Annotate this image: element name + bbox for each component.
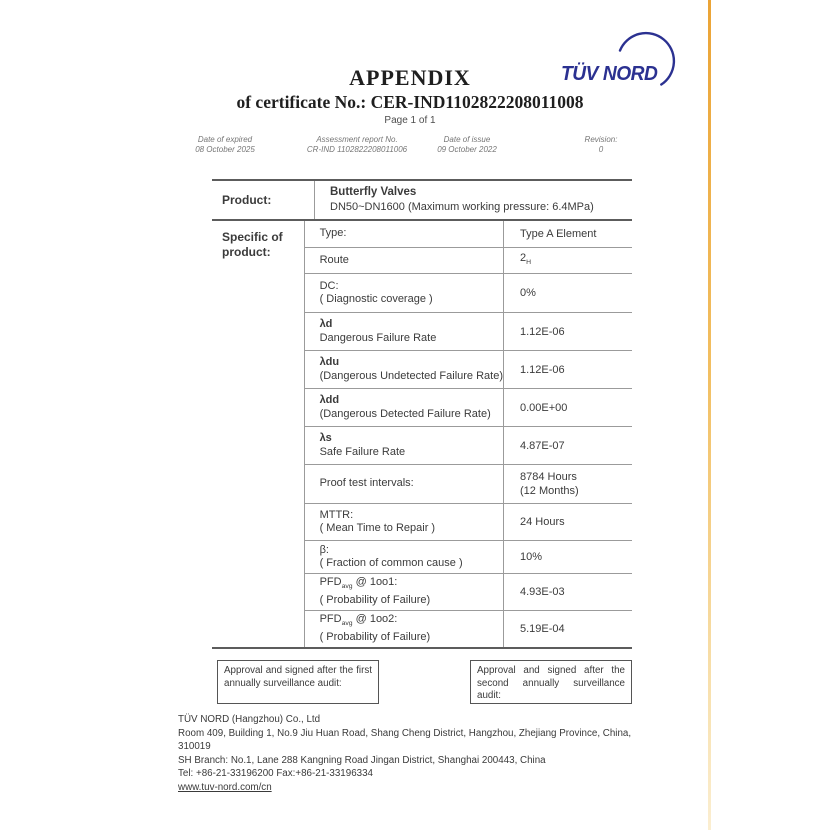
meta-label: Date of issue (443, 135, 491, 144)
page-number: Page 1 of 1 (384, 115, 436, 126)
meta-label: Revision: (584, 135, 618, 144)
spec-row (305, 465, 632, 504)
row-description: ( Probability of Failure) (319, 594, 431, 607)
row-value-cell (503, 427, 632, 464)
meta-value: 0 (598, 145, 604, 154)
row-description: ( Diagnostic coverage ) (319, 293, 433, 305)
certificate-table (212, 179, 632, 649)
row-value-cell (503, 504, 632, 540)
approval-box-second: Approval and signed after the second annually surveillance audit: (470, 660, 632, 704)
meta-value: 09 October 2022 (437, 145, 497, 154)
row-value: 1.12E-06 (520, 363, 565, 376)
row-value: 8784 Hours (520, 471, 577, 483)
row-label-cell (305, 574, 503, 610)
logo-text: TÜV NORD (561, 63, 658, 85)
spec-row (305, 274, 632, 313)
spec-rows (305, 221, 632, 647)
row-value: 10% (520, 551, 543, 563)
spec-row (305, 389, 632, 427)
spec-row (305, 351, 632, 389)
product-description: DN50~DN1600 (Maximum working pressure: 6.4MPa) (330, 201, 594, 213)
row-description: ( Mean Time to Repair ) (319, 522, 436, 534)
row-value-cell (503, 574, 632, 610)
row-label-cell (305, 274, 503, 312)
row-value: 4.93E-03 (520, 586, 565, 598)
row-label-cell (305, 313, 503, 350)
row-label: $PFD_{avg}$ @ 1oo2: (319, 613, 398, 628)
row-label: Route (319, 253, 349, 266)
meta-label: Assessment report No. (316, 135, 398, 144)
row-value-cell (503, 389, 632, 426)
product-info (315, 181, 632, 219)
footer-address-2: SH Branch: No.1, Lane 288 Kangning Road Jingan District, Shanghai 200443, China (178, 754, 546, 766)
meta-label: Date of expired (197, 135, 253, 144)
row-description: (Dangerous Undetected Failure Rate) (319, 369, 503, 382)
row-label-cell (305, 351, 503, 388)
row-label-cell (305, 221, 503, 247)
title-block (170, 66, 650, 126)
scan-fold-line (708, 0, 711, 830)
meta-value: 08 October 2025 (195, 145, 255, 154)
row-description: Dangerous Failure Rate (319, 331, 437, 344)
spec-row (305, 611, 632, 647)
row-label: $PFD_{avg}$ @ 1oo1: (319, 576, 398, 591)
row-value-line2: (12 Months) (520, 485, 579, 497)
spec-row (305, 427, 632, 465)
approval-box-first: Approval and signed after the first annually surveillance audit: (217, 660, 379, 704)
row-description: ( Fraction of common cause ) (319, 557, 463, 569)
row-value: 0% (520, 287, 536, 299)
row-value: $2_H$ (520, 251, 532, 267)
meta-date-expired (175, 135, 275, 155)
certificate-number-title: of certificate No.: CER-IND1102822208011008 (236, 92, 584, 112)
meta-date-issue (417, 135, 517, 155)
spec-row (305, 541, 632, 574)
footer-website-link[interactable]: www.tuv-nord.com/cn (178, 781, 272, 793)
row-value: 1.12E-06 (520, 325, 565, 338)
meta-assessment-report (287, 135, 427, 155)
spec-row (305, 248, 632, 274)
meta-value: CR-IND 1102822208011006 (306, 145, 408, 154)
product-row (212, 181, 632, 221)
row-label: λdu (319, 356, 340, 368)
footer-company: TÜV NORD (Hangzhou) Co., Ltd (178, 714, 321, 725)
row-label: β: (319, 543, 329, 556)
row-label-cell (305, 389, 503, 426)
spec-row (305, 574, 632, 611)
row-label: λdd (319, 394, 340, 406)
row-label-cell (305, 465, 503, 503)
row-value-cell (503, 351, 632, 388)
row-value-cell (503, 221, 632, 247)
row-value-cell (503, 313, 632, 350)
spec-row (305, 221, 632, 248)
row-label-cell (305, 248, 503, 273)
row-label: Proof test intervals: (319, 477, 414, 490)
row-label-cell (305, 541, 503, 573)
row-value: 5.19E-04 (520, 623, 565, 635)
row-value-cell (503, 248, 632, 273)
row-description: ( Probability of Failure) (319, 631, 431, 644)
row-label-cell (305, 504, 503, 540)
spec-row (305, 504, 632, 541)
row-value: 0.00E+00 (520, 401, 568, 414)
row-label: Type: (319, 227, 347, 240)
spec-row (305, 313, 632, 351)
row-value-cell (503, 465, 632, 503)
row-label-cell (305, 427, 503, 464)
appendix-title: APPENDIX (349, 65, 471, 90)
row-value-cell (503, 611, 632, 647)
row-value-cell (503, 274, 632, 312)
row-label: λs (319, 432, 332, 444)
row-value: Type A Element (520, 228, 597, 240)
row-value-cell (503, 541, 632, 573)
row-label-cell (305, 611, 503, 647)
row-label: MTTR: (319, 508, 354, 521)
row-description: (Dangerous Detected Failure Rate) (319, 407, 491, 420)
product-header-cell: Product: (212, 181, 315, 219)
row-label: λd (319, 318, 333, 330)
row-value: 24 Hours (520, 516, 565, 528)
footer-address-1: Room 409, Building 1, No.9 Jiu Huan Road, Shang Cheng District, Hangzhou, Zhejiang Province, China, 310019 (178, 727, 632, 752)
specific-header-cell: Specific of product: (212, 221, 305, 647)
footer-tel-fax: Tel: +86-21-33196200 Fax:+86-21-33196334 (178, 768, 373, 779)
row-value: 4.87E-07 (520, 439, 565, 452)
product-name: Butterfly Valves (330, 186, 417, 198)
meta-revision (556, 135, 646, 155)
specific-area (212, 221, 632, 647)
footer (178, 713, 658, 794)
row-description: Safe Failure Rate (319, 445, 406, 458)
row-label: DC: (319, 279, 339, 292)
